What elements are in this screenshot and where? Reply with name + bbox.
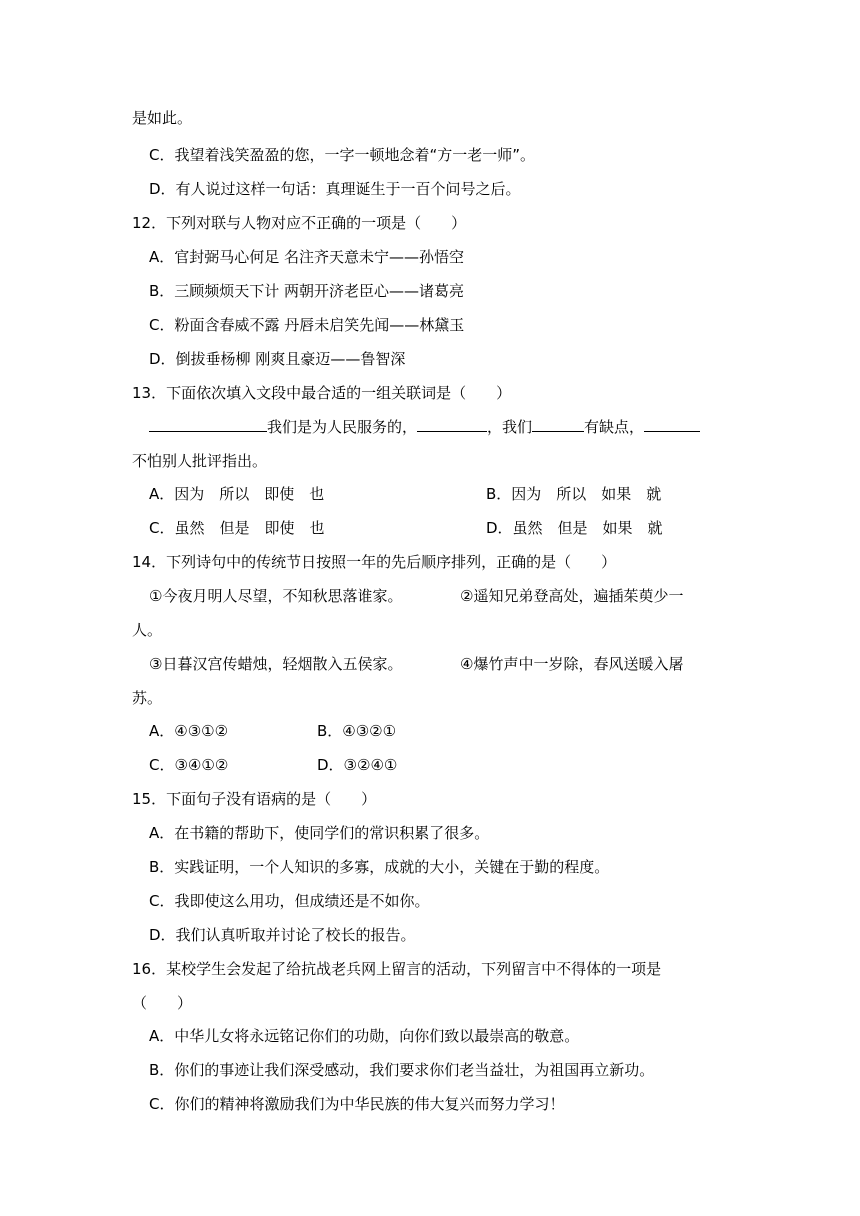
q13-passage-cont: 不怕别人批评指出。 (132, 452, 268, 470)
q13-passage-seg3: 有缺点， (584, 418, 645, 436)
q14-option-d: D．③②④① (317, 756, 398, 774)
q12-stem: 12．下列对联与人物对应不正确的一项是（ ） (132, 214, 467, 232)
continuation-line: 是如此。 (132, 109, 193, 127)
q13-passage-seg2: ，我们 (487, 418, 533, 436)
q12-option-a: A．官封弼马心何足 名注齐天意未宁——孙悟空 (149, 248, 465, 266)
q16-option-c: C．你们的精神将激励我们为中华民族的伟大复兴而努力学习！ (149, 1095, 565, 1113)
q13-passage-line (149, 417, 700, 437)
q13-option-b: B．因为 所以 如果 就 (486, 485, 662, 503)
q13-option-d: D．虽然 但是 如果 就 (486, 519, 663, 537)
fill-blank-3 (532, 417, 584, 432)
q14-option-b: B．④③②① (317, 722, 397, 740)
q12-option-c: C．粉面含春威不露 丹唇未启笑先闻——林黛玉 (149, 316, 465, 334)
q15-option-c: C．我即使这么用功，但成绩还是不如你。 (149, 892, 430, 910)
q11-option-c: C．我望着浅笑盈盈的您，一字一顿地念着“方一老一师”。 (149, 146, 536, 164)
fill-blank-2 (417, 417, 487, 432)
q15-stem: 15．下面句子没有语病的是（ ） (132, 790, 377, 808)
q15-option-b: B．实践证明，一个人知识的多寡，成就的大小，关键在于勤的程度。 (149, 858, 610, 876)
fill-blank-4 (644, 417, 700, 432)
q13-stem: 13．下面依次填入文段中最合适的一组关联词是（ ） (132, 384, 512, 402)
q14-poem-4: ④爆竹声中一岁除，春风送暖入屠 (460, 655, 684, 673)
q14-poem-1: ①今夜月明人尽望，不知秋思落谁家。 (149, 587, 403, 605)
q14-option-a: A．④③①② (149, 722, 229, 740)
q13-option-c: C．虽然 但是 即使 也 (149, 519, 325, 537)
q13-passage-seg1: 我们是为人民服务的， (267, 418, 418, 436)
q14-poem-4-cont: 苏。 (132, 689, 163, 707)
q14-poem-2-cont: 人。 (132, 621, 163, 639)
q13-option-a: A．因为 所以 即使 也 (149, 485, 325, 503)
q11-option-d: D．有人说过这样一句话：真理诞生于一百个问号之后。 (149, 180, 521, 198)
q14-poem-3: ③日暮汉宫传蜡烛，轻烟散入五侯家。 (149, 655, 403, 673)
q14-poem-2: ②遥知兄弟登高处，遍插茱萸少一 (460, 587, 684, 605)
q12-option-b: B．三顾频烦天下计 两朝开济老臣心——诸葛亮 (149, 282, 465, 300)
q16-option-a: A．中华儿女将永远铭记你们的功勋，向你们致以最崇高的敬意。 (149, 1027, 580, 1045)
q16-option-b: B．你们的事迹让我们深受感动，我们要求你们老当益壮，为祖国再立新功。 (149, 1061, 655, 1079)
q14-option-c: C．③④①② (149, 756, 229, 774)
q14-stem: 14．下列诗句中的传统节日按照一年的先后顺序排列，正确的是（ ） (132, 553, 617, 571)
q12-option-d: D．倒拔垂杨柳 刚爽且豪迈——鲁智深 (149, 350, 406, 368)
q15-option-a: A．在书籍的帮助下，使同学们的常识积累了很多。 (149, 824, 490, 842)
q15-option-d: D．我们认真听取并讨论了校长的报告。 (149, 926, 416, 944)
q16-stem: 16．某校学生会发起了给抗战老兵网上留言的活动，下列留言中不得体的一项是 (132, 960, 662, 978)
fill-blank-1 (149, 417, 267, 432)
q16-stem-cont: （ ） (132, 994, 193, 1012)
